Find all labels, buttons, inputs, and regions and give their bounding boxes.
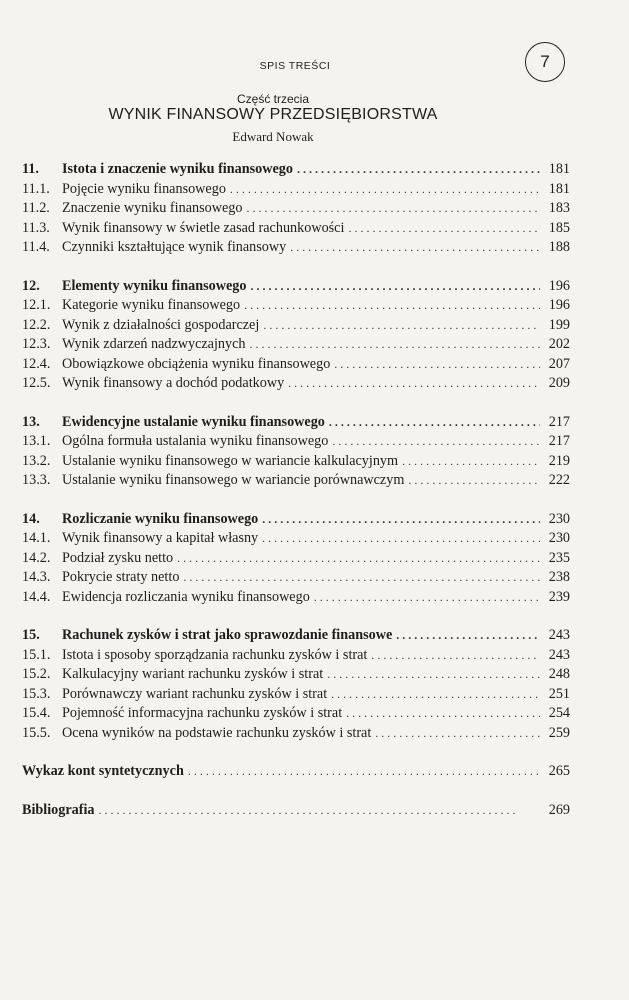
section-spacer: [22, 743, 570, 762]
dot-leader: [188, 762, 540, 782]
entry-number: 11.2.: [22, 200, 50, 216]
entry-number: 14.4.: [22, 588, 51, 605]
dot-leader: [334, 355, 540, 375]
entry-title: Czynniki kształtujące wynik finansowy: [62, 239, 287, 255]
subsection-entry: [22, 432, 570, 452]
entry-title: Obowiązkowe obciążenia wyniku finansowego: [62, 355, 331, 372]
part-author: Edward Nowak: [232, 129, 314, 144]
entry-title: Ocena wyników na podstawie rachunku zysków i strat: [62, 724, 372, 741]
entry-page-number: 202: [548, 336, 570, 352]
subsection-entry: [22, 471, 570, 491]
entry-number: 13.: [22, 413, 40, 430]
entry-number: 12.5.: [22, 375, 51, 391]
subsection-entry: [22, 646, 570, 666]
entry-title: Istota i znaczenie wyniku finansowego: [62, 161, 293, 177]
entry-number: 11.3.: [22, 219, 50, 236]
bleed-through-shadow: [470, 875, 610, 915]
dot-leader: [396, 626, 540, 646]
chapter-entry: [22, 277, 570, 297]
entry-page-number: 222: [548, 472, 570, 488]
entry-title: Kalkulacyjny wariant rachunku zysków i strat: [62, 666, 324, 682]
entry-number: 13.2.: [22, 452, 51, 469]
entry-number: 14.2.: [22, 549, 51, 566]
section-spacer: [22, 607, 570, 626]
entry-title: Rozliczanie wyniku finansowego: [62, 510, 259, 527]
entry-number: 12.: [22, 277, 40, 294]
entry-number: 12.4.: [22, 355, 51, 372]
entry-page-number: 248: [548, 666, 570, 682]
running-head: SPIS TREŚCI: [259, 60, 331, 72]
entry-page-number: 181: [548, 161, 570, 177]
dot-leader: [327, 665, 540, 685]
subsection-entry: [22, 704, 570, 724]
entry-title: Znaczenie wyniku finansowego: [62, 200, 243, 216]
entry-page-number: 230: [548, 530, 570, 546]
entry-number: 11.: [22, 161, 39, 177]
entry-page-number: 243: [548, 627, 570, 643]
entry-number: 12.3.: [22, 336, 51, 352]
entry-page-number: 239: [548, 588, 570, 605]
entry-page-number: 181: [548, 180, 570, 197]
entry-page-number: 269: [548, 801, 570, 818]
entry-page-number: 183: [548, 200, 570, 216]
entry-page-number: 230: [548, 510, 570, 527]
entry-page-number: 185: [548, 219, 570, 236]
entry-title: Ustalanie wyniku finansowego w wariancie kalkulacyjnym: [62, 452, 399, 469]
entry-title: Wynik finansowy w świetle zasad rachunkowości: [62, 219, 345, 236]
entry-title: Bibliografia: [22, 801, 95, 818]
dot-leader: [332, 432, 540, 452]
entry-number: 14.: [22, 510, 40, 527]
dot-leader: [346, 704, 540, 724]
entry-title: Pojęcie wyniku finansowego: [62, 180, 226, 197]
dot-leader: [263, 316, 540, 336]
entry-page-number: 251: [548, 685, 570, 702]
subsection-entry: [22, 316, 570, 336]
dot-leader: [371, 646, 540, 666]
entry-title: Podział zysku netto: [62, 549, 174, 566]
entry-title: Wynik zdarzeń nadzwyczajnych: [62, 336, 246, 352]
subsection-entry: [22, 685, 570, 705]
subsection-entry: [22, 549, 570, 569]
dot-leader: [246, 199, 540, 219]
entry-page-number: 235: [548, 549, 570, 566]
dot-leader: [250, 277, 540, 297]
entry-page-number: 196: [548, 277, 570, 294]
entry-title: Wynik finansowy a kapitał własny: [62, 530, 259, 546]
section-spacer: [22, 258, 570, 277]
dot-leader: [408, 471, 540, 491]
entry-page-number: 196: [548, 297, 570, 313]
entry-page-number: 207: [548, 355, 570, 372]
subsection-entry: [22, 588, 570, 608]
dot-leader: [99, 801, 540, 821]
page-number-badge: 7: [525, 42, 565, 82]
entry-page-number: 219: [548, 452, 570, 469]
entry-title: Ewidencyjne ustalanie wyniku finansowego: [62, 413, 325, 430]
entry-page-number: 238: [548, 569, 570, 585]
entry-number: 15.: [22, 627, 40, 643]
entry-page-number: 243: [548, 646, 570, 663]
entry-title: Wynik z działalności gospodarczej: [62, 316, 260, 333]
entry-number: 12.1.: [22, 297, 51, 313]
part-title: WYNIK FINANSOWY PRZEDSIĘBIORSTWA: [108, 106, 438, 123]
entry-page-number: 209: [548, 375, 570, 391]
entry-page-number: 217: [548, 433, 570, 449]
subsection-entry: [22, 665, 570, 685]
entry-title: Porównawczy wariant rachunku zysków i strat: [62, 685, 328, 702]
entry-number: 15.1.: [22, 646, 51, 663]
dot-leader: [288, 374, 540, 394]
dot-leader: [297, 160, 540, 180]
entry-title: Wynik finansowy a dochód podatkowy: [62, 375, 285, 391]
entry-title: Istota i sposoby sporządzania rachunku zysków i strat: [62, 646, 368, 663]
entry-number: 14.3.: [22, 569, 51, 585]
subsection-entry: [22, 199, 570, 219]
dot-leader: [262, 510, 540, 530]
dot-leader: [331, 685, 540, 705]
chapter-entry: [22, 413, 570, 433]
subsection-entry: [22, 335, 570, 355]
dot-leader: [177, 549, 540, 569]
section-spacer: [22, 491, 570, 510]
dot-leader: [375, 724, 540, 744]
entry-page-number: 199: [548, 316, 570, 333]
table-of-contents: [22, 160, 570, 820]
appendix-entry: [22, 762, 570, 782]
subsection-entry: [22, 180, 570, 200]
subsection-entry: [22, 219, 570, 239]
entry-number: 15.2.: [22, 666, 51, 682]
subsection-entry: [22, 374, 570, 394]
subsection-entry: [22, 238, 570, 258]
section-spacer: [22, 782, 570, 801]
entry-number: 15.3.: [22, 685, 51, 702]
chapter-entry: [22, 160, 570, 180]
chapter-entry: [22, 510, 570, 530]
entry-number: 13.1.: [22, 433, 51, 449]
entry-title: Ustalanie wyniku finansowego w wariancie porównawczym: [62, 472, 405, 488]
subsection-entry: [22, 296, 570, 316]
entry-page-number: 254: [548, 705, 570, 721]
dot-leader: [262, 529, 540, 549]
entry-title: Kategorie wyniku finansowego: [62, 297, 241, 313]
entry-number: 11.4.: [22, 239, 50, 255]
dot-leader: [348, 219, 540, 239]
entry-number: 15.4.: [22, 705, 51, 721]
dot-leader: [183, 568, 540, 588]
entry-page-number: 188: [548, 239, 570, 255]
subsection-entry: [22, 529, 570, 549]
subsection-entry: [22, 724, 570, 744]
entry-title: Pokrycie straty netto: [62, 569, 180, 585]
entry-page-number: 259: [548, 724, 570, 741]
subsection-entry: [22, 568, 570, 588]
entry-title: Pojemność informacyjna rachunku zysków i strat: [62, 705, 343, 721]
entry-page-number: 265: [548, 763, 570, 779]
part-label: Część trzecia: [236, 92, 310, 106]
entry-title: Ewidencja rozliczania wyniku finansowego: [62, 588, 310, 605]
entry-number: 15.5.: [22, 724, 51, 741]
dot-leader: [314, 588, 540, 608]
dot-leader: [244, 296, 540, 316]
entry-number: 11.1.: [22, 180, 50, 197]
entry-number: 13.3.: [22, 472, 51, 488]
dot-leader: [290, 238, 540, 258]
dot-leader: [230, 180, 540, 200]
subsection-entry: [22, 355, 570, 375]
entry-page-number: 217: [548, 413, 570, 430]
dot-leader: [329, 413, 540, 433]
entry-number: 12.2.: [22, 316, 51, 333]
section-spacer: [22, 394, 570, 413]
entry-title: Wykaz kont syntetycznych: [22, 763, 184, 779]
subsection-entry: [22, 452, 570, 472]
chapter-entry: [22, 626, 570, 646]
entry-title: Elementy wyniku finansowego: [62, 277, 247, 294]
entry-number: 14.1.: [22, 530, 51, 546]
entry-title: Ogólna formuła ustalania wyniku finansowego: [62, 433, 329, 449]
entry-title: Rachunek zysków i strat jako sprawozdanie finansowe: [62, 627, 393, 643]
appendix-entry: [22, 801, 570, 821]
dot-leader: [402, 452, 540, 472]
dot-leader: [250, 335, 541, 355]
